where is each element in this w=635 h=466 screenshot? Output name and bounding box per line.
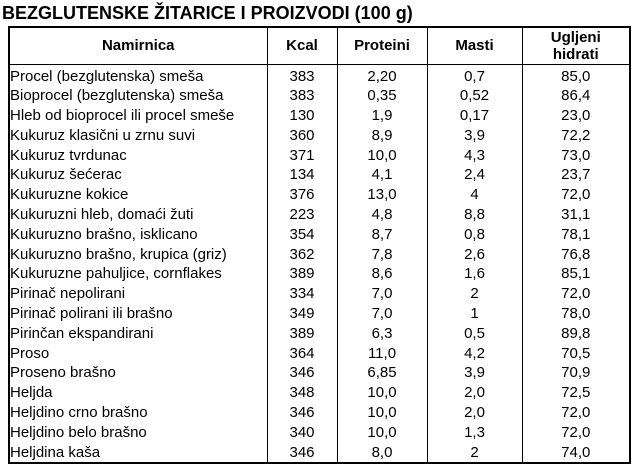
cell-proteini: 6,3: [337, 324, 427, 344]
column-header-namirnica: [9, 27, 267, 64]
cell-kcal: 360: [267, 126, 337, 146]
cell-namirnica: Kukuruzni hleb, domaći žuti: [9, 205, 267, 225]
cell-masti: 0,7: [427, 64, 522, 86]
cell-kcal: 383: [267, 64, 337, 86]
cell-namirnica: Kukuruz klasični u zrnu suvi: [9, 126, 267, 146]
table-row: [9, 284, 630, 304]
cell-ugljeni-hidrati: 72,2: [522, 126, 630, 146]
cell-ugljeni-hidrati: 70,9: [522, 363, 630, 383]
cell-proteini: 4,8: [337, 205, 427, 225]
page-title: BEZGLUTENSKE ŽITARICE I PROIZVODI (100 g): [2, 3, 413, 23]
table-row: [9, 126, 630, 146]
cell-masti: 1,3: [427, 423, 522, 443]
cell-namirnica: Kukuruz šećerac: [9, 165, 267, 185]
cell-ugljeni-hidrati: 70,5: [522, 344, 630, 364]
cell-masti: 3,9: [427, 126, 522, 146]
column-header-label: Ugljeni hidrati: [550, 28, 601, 63]
cell-namirnica: Proseno brašno: [9, 363, 267, 383]
cell-namirnica: Kukuruz tvrdunac: [9, 146, 267, 166]
cell-proteini: 1,9: [337, 106, 427, 126]
cell-namirnica: Proso: [9, 344, 267, 364]
cell-ugljeni-hidrati: 78,1: [522, 225, 630, 245]
cell-ugljeni-hidrati: 72,0: [522, 284, 630, 304]
cell-masti: 4,2: [427, 344, 522, 364]
cell-namirnica: Pirinač nepolirani: [9, 284, 267, 304]
cell-kcal: 334: [267, 284, 337, 304]
cell-masti: 1,6: [427, 264, 522, 284]
cell-proteini: 8,9: [337, 126, 427, 146]
cell-namirnica: Kukuruzne pahuljice, cornflakes: [9, 264, 267, 284]
cell-namirnica: Pirinač polirani ili brašno: [9, 304, 267, 324]
cell-kcal: 389: [267, 264, 337, 284]
cell-ugljeni-hidrati: 72,0: [522, 403, 630, 423]
nutrition-table: [8, 26, 631, 464]
cell-masti: 4,3: [427, 146, 522, 166]
cell-masti: 8,8: [427, 205, 522, 225]
cell-proteini: 6,85: [337, 363, 427, 383]
cell-kcal: 389: [267, 324, 337, 344]
cell-ugljeni-hidrati: 72,0: [522, 185, 630, 205]
table-row: [9, 423, 630, 443]
cell-masti: 2,4: [427, 165, 522, 185]
table-row: [9, 363, 630, 383]
header-row: [9, 27, 630, 64]
cell-ugljeni-hidrati: 76,8: [522, 245, 630, 265]
cell-namirnica: Pirinčan ekspandirani: [9, 324, 267, 344]
cell-kcal: 346: [267, 403, 337, 423]
table-row: [9, 403, 630, 423]
cell-ugljeni-hidrati: 73,0: [522, 146, 630, 166]
cell-masti: 1: [427, 304, 522, 324]
table-row: [9, 146, 630, 166]
cell-ugljeni-hidrati: 89,8: [522, 324, 630, 344]
column-header-kcal: [267, 27, 337, 64]
table-row: [9, 165, 630, 185]
column-header-ugljeni-hidrati: [522, 27, 630, 64]
cell-namirnica: Kukuruzne kokice: [9, 185, 267, 205]
cell-proteini: 10,0: [337, 403, 427, 423]
table-row: [9, 225, 630, 245]
cell-namirnica: Bioprocel (bezglutenska) smeša: [9, 86, 267, 106]
cell-namirnica: Heljdino belo brašno: [9, 423, 267, 443]
cell-kcal: 383: [267, 86, 337, 106]
table-row: [9, 383, 630, 403]
cell-namirnica: Kukuruzno brašno, isklicano: [9, 225, 267, 245]
table-row: [9, 324, 630, 344]
table-row: [9, 304, 630, 324]
cell-ugljeni-hidrati: 78,0: [522, 304, 630, 324]
cell-proteini: 0,35: [337, 86, 427, 106]
cell-masti: 3,9: [427, 363, 522, 383]
cell-masti: 0,52: [427, 86, 522, 106]
cell-proteini: 11,0: [337, 344, 427, 364]
cell-namirnica: Procel (bezglutenska) smeša: [9, 64, 267, 86]
cell-kcal: 340: [267, 423, 337, 443]
cell-ugljeni-hidrati: 74,0: [522, 443, 630, 464]
cell-proteini: 10,0: [337, 423, 427, 443]
table-row: [9, 344, 630, 364]
cell-kcal: 134: [267, 165, 337, 185]
table-row: [9, 264, 630, 284]
table-row: [9, 64, 630, 86]
cell-kcal: 346: [267, 443, 337, 464]
table-row: [9, 443, 630, 464]
cell-kcal: 348: [267, 383, 337, 403]
cell-namirnica: Hleb od bioprocel ili procel smeše: [9, 106, 267, 126]
cell-masti: 4: [427, 185, 522, 205]
cell-ugljeni-hidrati: 85,1: [522, 264, 630, 284]
cell-proteini: 8,0: [337, 443, 427, 464]
cell-proteini: 2,20: [337, 64, 427, 86]
column-header-label: Masti: [455, 37, 494, 55]
cell-namirnica: Heljdina kaša: [9, 443, 267, 464]
table-row: [9, 86, 630, 106]
cell-masti: 0,5: [427, 324, 522, 344]
column-header-proteini: [337, 27, 427, 64]
cell-proteini: 8,7: [337, 225, 427, 245]
cell-kcal: 376: [267, 185, 337, 205]
cell-kcal: 346: [267, 363, 337, 383]
cell-namirnica: Kukuruzno brašno, krupica (griz): [9, 245, 267, 265]
cell-kcal: 130: [267, 106, 337, 126]
cell-masti: 2: [427, 443, 522, 464]
cell-ugljeni-hidrati: 31,1: [522, 205, 630, 225]
cell-ugljeni-hidrati: 86,4: [522, 86, 630, 106]
cell-ugljeni-hidrati: 23,0: [522, 106, 630, 126]
cell-ugljeni-hidrati: 72,0: [522, 423, 630, 443]
cell-proteini: 13,0: [337, 185, 427, 205]
cell-proteini: 4,1: [337, 165, 427, 185]
table-header: [9, 27, 630, 64]
column-header-label: Proteini: [354, 37, 410, 55]
cell-masti: 2,0: [427, 383, 522, 403]
table-row: [9, 245, 630, 265]
cell-kcal: 362: [267, 245, 337, 265]
cell-namirnica: Heljdino crno brašno: [9, 403, 267, 423]
cell-kcal: 223: [267, 205, 337, 225]
table-body: [9, 64, 630, 463]
cell-masti: 2,0: [427, 403, 522, 423]
cell-proteini: 8,6: [337, 264, 427, 284]
column-header-label: Namirnica: [101, 37, 175, 55]
column-header-label: Kcal: [286, 37, 318, 55]
cell-kcal: 354: [267, 225, 337, 245]
table-row: [9, 185, 630, 205]
cell-proteini: 7,0: [337, 304, 427, 324]
table-row: [9, 205, 630, 225]
cell-proteini: 10,0: [337, 146, 427, 166]
table-row: [9, 106, 630, 126]
cell-masti: 0,8: [427, 225, 522, 245]
cell-kcal: 349: [267, 304, 337, 324]
cell-kcal: 371: [267, 146, 337, 166]
cell-proteini: 7,0: [337, 284, 427, 304]
cell-proteini: 7,8: [337, 245, 427, 265]
cell-masti: 2: [427, 284, 522, 304]
cell-proteini: 10,0: [337, 383, 427, 403]
column-header-masti: [427, 27, 522, 64]
cell-ugljeni-hidrati: 23,7: [522, 165, 630, 185]
cell-ugljeni-hidrati: 72,5: [522, 383, 630, 403]
cell-masti: 0,17: [427, 106, 522, 126]
cell-masti: 2,6: [427, 245, 522, 265]
cell-kcal: 364: [267, 344, 337, 364]
cell-ugljeni-hidrati: 85,0: [522, 64, 630, 86]
cell-namirnica: Heljda: [9, 383, 267, 403]
